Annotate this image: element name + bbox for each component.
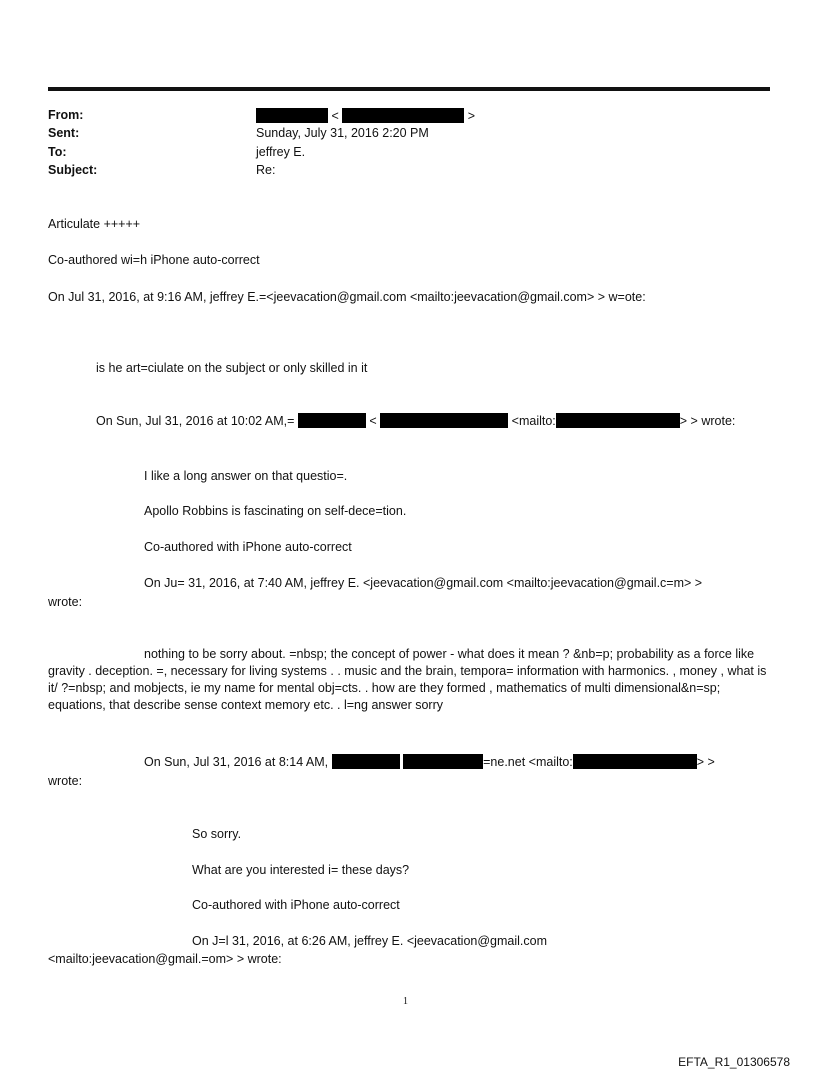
quote-header-mailto: =ne.net <mailto: [483, 755, 573, 769]
redaction-block [332, 754, 400, 769]
body-line: What are you interested i= these days? [192, 863, 410, 877]
from-value [256, 108, 475, 123]
redaction-block [403, 754, 483, 769]
header-rule [48, 87, 770, 91]
body-line: Co-authored with iPhone auto-correct [192, 898, 400, 912]
quote-header: On Jul 31, 2016, at 9:16 AM, jeffrey E.=<jeevacation@gmail.com <mailto:jeevacation@gmail.com> > w=ote: [48, 290, 646, 304]
quote-header [144, 754, 715, 770]
from-gt: > [467, 109, 476, 123]
body-line: I like a long answer on that questio=. [144, 469, 348, 483]
subject-label: Subject: [48, 163, 98, 177]
body-line: is he art=ciulate on the subject or only skilled in it [96, 361, 368, 375]
quote-header-lt: < [369, 414, 377, 428]
from-lt: < [331, 109, 339, 123]
to-label: To: [48, 145, 67, 159]
body-line: Co-authored wi=h iPhone auto-correct [48, 253, 260, 267]
subject-value: Re: [256, 163, 276, 177]
from-label: From: [48, 108, 84, 122]
quote-header-wrote: > > wrote: [679, 414, 736, 428]
quote-header-gt: > > [696, 755, 715, 769]
body-line: Articulate +++++ [48, 217, 141, 231]
quote-header: On Ju= 31, 2016, at 7:40 AM, jeffrey E. <jeevacation@gmail.com <mailto:jeevacation@gmail.c=m> > [144, 576, 703, 590]
quote-header-mailto: <mailto:jeevacation@gmail.=om> > wrote: [48, 952, 282, 966]
quote-header [96, 413, 735, 429]
body-line: Apollo Robbins is fascinating on self-dece=tion. [144, 504, 407, 518]
quote-header-mailto: <mailto: [511, 414, 556, 428]
quote-header-wrote: wrote: [48, 595, 83, 609]
to-value: jeffrey E. [256, 145, 306, 159]
body-line: So sorry. [192, 827, 242, 841]
redaction-block [573, 754, 697, 769]
page-number: 1 [403, 996, 408, 1007]
redaction-block [256, 108, 328, 123]
message-paragraph: nothing to be sorry about. =nbsp; the concept of power - what does it mean ? &nb=p; probability as a force like gravity . deception. =, necessary for living systems . . music and the brain, tempora= information with harmonics. , money , what is it/ ?=nbsp; and mobjects, ie my name for mental obj=cts. . how are they formed , mathematics of multi dimensional&n=sp; equations, that describe sense context memory etc. . l=ng answer sorry [48, 647, 767, 712]
document-id: EFTA_R1_01306578 [678, 1055, 790, 1069]
quote-header: On J=l 31, 2016, at 6:26 AM, jeffrey E. <jeevacation@gmail.com [192, 934, 548, 948]
sent-label: Sent: [48, 126, 80, 140]
quote-header-wrote: wrote: [48, 774, 83, 788]
body-line: Co-authored with iPhone auto-correct [144, 540, 352, 554]
redaction-block [342, 108, 464, 123]
quote-header-date: On Sun, Jul 31, 2016 at 10:02 AM,= [96, 414, 295, 428]
quote-header-date: On Sun, Jul 31, 2016 at 8:14 AM, [144, 755, 329, 769]
redaction-block [556, 413, 680, 428]
redaction-block [380, 413, 508, 428]
redaction-block [298, 413, 366, 428]
sent-value: Sunday, July 31, 2016 2:20 PM [256, 126, 429, 140]
